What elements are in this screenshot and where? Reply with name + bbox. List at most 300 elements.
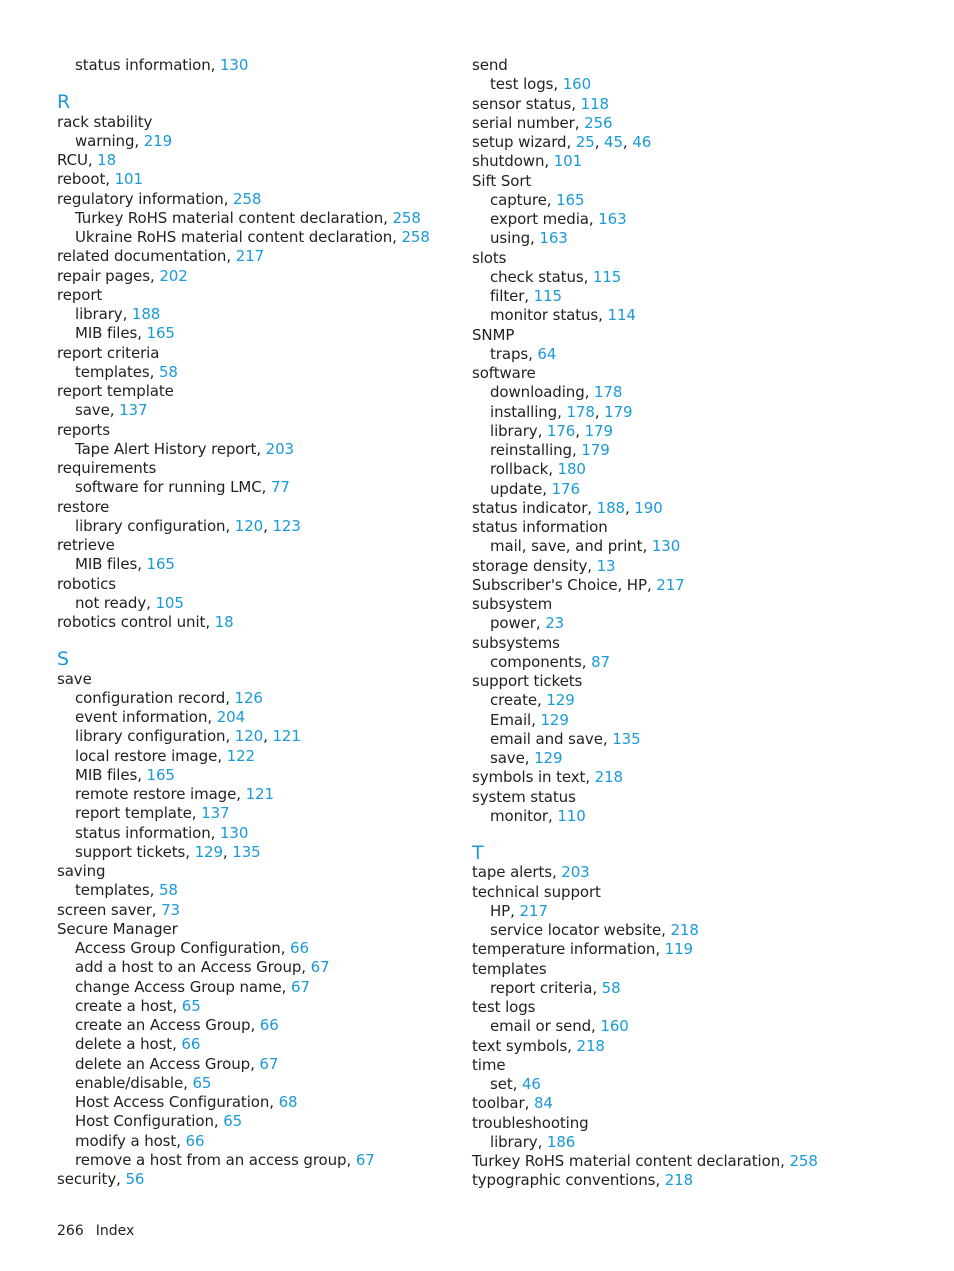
index-term: text symbols: [472, 1036, 568, 1055]
page-link[interactable]: 13: [596, 556, 616, 575]
page-link[interactable]: 121: [245, 785, 274, 803]
index-term: send: [472, 56, 508, 74]
index-term: Host Configuration: [75, 1112, 214, 1131]
index-term: enable/disable: [75, 1073, 184, 1092]
section-letter: S: [57, 648, 70, 671]
index-term: support tickets: [75, 842, 186, 861]
index-entry: [57, 862, 437, 881]
index-subentry: MIB files, 165: [75, 555, 175, 574]
page-link[interactable]: 258: [233, 189, 262, 208]
page-link[interactable]: 66: [290, 939, 309, 957]
index-entry: [472, 595, 912, 614]
index-subentry: delete a host, 66: [75, 1035, 201, 1054]
index-term: mail, save, and print: [490, 537, 643, 556]
page-link[interactable]: 176: [551, 479, 580, 498]
index-term: save: [57, 669, 92, 688]
page-link[interactable]: 202: [159, 266, 188, 285]
page-link[interactable]: 65: [181, 996, 201, 1015]
index-term: report: [57, 285, 103, 304]
page-link[interactable]: 73: [161, 900, 180, 919]
index-entry: Subscriber's Choice, HP, 217: [472, 575, 685, 594]
index-entry: storage density, 13: [472, 556, 616, 575]
index-subentry: enable/disable, 65: [75, 1073, 212, 1092]
index-term: requirements: [57, 459, 157, 477]
page-link[interactable]: 179: [584, 421, 613, 440]
page-link[interactable]: 68: [278, 1093, 298, 1111]
index-term: MIB files: [75, 765, 138, 784]
page-link[interactable]: 135: [612, 729, 641, 748]
page-link[interactable]: 130: [219, 56, 249, 74]
index-term: using: [490, 229, 531, 248]
index-term: MIB files: [75, 324, 138, 343]
index-entry: screen saver, 73: [57, 900, 180, 919]
index-entry: toolbar, 84: [472, 1094, 553, 1113]
page-link[interactable]: 203: [561, 863, 590, 882]
page-link[interactable]: 123: [272, 516, 301, 535]
page-link[interactable]: 118: [580, 94, 609, 113]
index-term: email and save: [490, 729, 603, 748]
index-term: check status: [490, 267, 584, 286]
index-term: report template: [57, 382, 174, 400]
index-term: reinstalling: [490, 441, 572, 459]
index-term: sensor status: [472, 94, 572, 113]
page-link[interactable]: 67: [355, 1150, 375, 1169]
page-link[interactable]: 137: [201, 804, 230, 823]
page-link[interactable]: 129: [534, 749, 563, 767]
index-term: Tape Alert History report: [75, 439, 257, 458]
index-entry: [57, 113, 437, 132]
page-link[interactable]: 217: [519, 901, 548, 920]
index-subentry: export media, 163: [490, 210, 627, 228]
page-link[interactable]: 120: [234, 727, 264, 746]
index-term: slots: [472, 248, 507, 267]
index-term: create a host: [75, 996, 173, 1015]
index-term: remove a host from an access group: [75, 1150, 347, 1169]
page-link[interactable]: 219: [143, 131, 173, 150]
index-subentry: installing, 178, 179: [490, 402, 633, 421]
index-term: test logs: [490, 75, 554, 94]
index-term: robotics control unit: [57, 613, 206, 631]
index-subentry: save, 129: [490, 749, 563, 767]
index-term: shutdown: [472, 152, 545, 171]
index-subentry: templates, 58: [75, 881, 178, 900]
index-term: configuration record: [75, 688, 226, 707]
index-subentry: Access Group Configuration, 66: [75, 939, 309, 957]
index-subentry: Turkey RoHS material content declaration, 258: [75, 208, 421, 227]
index-term: rollback: [490, 460, 549, 479]
page-link[interactable]: 130: [219, 823, 249, 842]
index-entry: [57, 575, 437, 594]
page-link[interactable]: 115: [592, 267, 622, 286]
index-term: Ukraine RoHS material content declaration: [75, 228, 393, 246]
index-term: reports: [57, 420, 110, 439]
page-link[interactable]: 165: [146, 765, 175, 784]
index-term: save: [490, 749, 525, 767]
index-subentry: update, 176: [490, 479, 580, 498]
index-subentry: service locator website, 218: [490, 921, 699, 939]
index-subentry: rollback, 180: [490, 460, 586, 479]
index-entry: [57, 286, 437, 305]
index-term: warning: [75, 131, 135, 150]
index-subentry: MIB files, 165: [75, 765, 175, 784]
index-entry: [472, 364, 912, 383]
page-link[interactable]: 58: [158, 362, 178, 381]
page-link[interactable]: 23: [545, 614, 565, 633]
index-subentry: modify a host, 66: [75, 1131, 205, 1150]
index-term: power: [490, 614, 536, 633]
page-link[interactable]: 179: [604, 402, 633, 421]
index-term: subsystem: [472, 595, 553, 613]
index-entry: [472, 1114, 912, 1133]
page-link[interactable]: 66: [181, 1035, 201, 1054]
index-subentry: mail, save, and print, 130: [490, 537, 681, 556]
page-link[interactable]: 18: [214, 613, 234, 631]
index-term: create an Access Group: [75, 1016, 251, 1034]
page-link[interactable]: 176: [546, 421, 576, 440]
index-term: system status: [472, 787, 576, 806]
index-column-right: [472, 56, 912, 1191]
page-link[interactable]: 122: [226, 746, 256, 765]
index-term: Turkey RoHS material content declaration: [75, 208, 384, 227]
index-term: technical support: [472, 882, 601, 901]
index-term: status information: [472, 518, 608, 536]
index-term: status indicator: [472, 498, 588, 517]
page-link[interactable]: 218: [670, 921, 699, 939]
index-column-left: [57, 56, 437, 1189]
index-subentry: monitor status, 114: [490, 306, 636, 325]
index-subentry: using, 163: [490, 229, 568, 248]
page-link[interactable]: 130: [651, 537, 681, 556]
index-term: event information: [75, 708, 208, 726]
index-subentry: email and save, 135: [490, 729, 641, 748]
index-term: screen saver: [57, 900, 152, 919]
index-term: templates: [75, 362, 150, 381]
index-subentry: set, 46: [490, 1075, 541, 1093]
index-term: report criteria: [490, 978, 593, 997]
index-entry: Turkey RoHS material content declaration, 258: [472, 1152, 818, 1170]
page-link[interactable]: 218: [576, 1036, 605, 1055]
index-term: RCU: [57, 151, 88, 169]
index-subentry: downloading, 178: [490, 383, 623, 402]
index-term: MIB files: [75, 555, 138, 574]
page-link[interactable]: 65: [223, 1112, 243, 1131]
index-entry: repair pages, 202: [57, 266, 188, 285]
index-term: tape alerts: [472, 863, 552, 882]
index-subentry: configuration record, 126: [75, 688, 263, 707]
index-term: robotics: [57, 574, 117, 593]
index-entry: [472, 326, 912, 345]
page-link[interactable]: 105: [155, 593, 184, 612]
index-entry: RCU, 18: [57, 151, 117, 169]
index-subentry: Tape Alert History report, 203: [75, 439, 294, 458]
index-entry: regulatory information, 258: [57, 189, 262, 208]
index-term: library: [75, 305, 123, 323]
index-term: subsystems: [472, 633, 560, 652]
index-term: set: [490, 1075, 513, 1093]
index-term: downloading: [490, 383, 585, 402]
page-link[interactable]: 165: [146, 324, 175, 343]
index-term: Secure Manager: [57, 919, 178, 938]
index-subentry: Ukraine RoHS material content declaration, 258: [75, 228, 430, 246]
page-link[interactable]: 160: [562, 75, 592, 94]
index-term: SNMP: [472, 325, 515, 344]
index-term: Sift Sort: [472, 171, 532, 190]
index-entry: [472, 518, 912, 537]
index-entry: [57, 498, 437, 517]
page-link[interactable]: 178: [566, 402, 595, 421]
index-entry: [57, 670, 437, 689]
page-link[interactable]: 114: [607, 306, 636, 325]
index-term: test logs: [472, 998, 536, 1016]
index-entry: status indicator, 188, 190: [472, 498, 663, 517]
page-link[interactable]: 115: [533, 287, 562, 305]
index-term: report template: [75, 804, 192, 823]
index-term: status information: [75, 823, 211, 842]
index-term: traps: [490, 344, 529, 363]
index-subentry: event information, 204: [75, 708, 246, 726]
index-term: library configuration: [75, 727, 226, 746]
page-link[interactable]: 217: [656, 575, 685, 594]
page-link[interactable]: 18: [97, 151, 117, 169]
index-term: change Access Group name: [75, 977, 282, 996]
index-term: setup wizard: [472, 133, 567, 151]
index-entry: [472, 998, 912, 1017]
page-link[interactable]: 101: [114, 170, 143, 189]
index-subentry: status information, 130: [75, 823, 249, 842]
page-link[interactable]: 190: [634, 498, 663, 517]
index-term: remote restore image: [75, 785, 237, 803]
page-number: 266: [57, 1223, 84, 1239]
index-term: components: [490, 652, 582, 671]
page-link[interactable]: 218: [664, 1171, 694, 1190]
index-entry: related documentation, 217: [57, 247, 265, 266]
page-link[interactable]: 256: [584, 113, 613, 132]
index-entry: temperature information, 119: [472, 940, 694, 959]
index-term: templates: [75, 881, 150, 900]
index-term: related documentation: [57, 247, 227, 266]
index-subentry: create a host, 65: [75, 996, 201, 1015]
index-entry: [472, 634, 912, 653]
index-entry: reboot, 101: [57, 170, 143, 189]
index-term: local restore image: [75, 746, 218, 765]
index-term: filter: [490, 287, 525, 305]
page-link[interactable]: 58: [158, 881, 178, 900]
page-link[interactable]: 120: [234, 516, 264, 535]
page-link[interactable]: 110: [557, 806, 586, 825]
page-link[interactable]: 163: [539, 229, 568, 248]
index-term: save: [75, 401, 110, 420]
index-term: Access Group Configuration: [75, 939, 281, 957]
index-entry: text symbols, 218: [472, 1036, 605, 1055]
index-subentry: library, 186: [490, 1132, 576, 1151]
page-link[interactable]: 218: [594, 768, 623, 787]
index-entry: [472, 883, 912, 902]
page-link[interactable]: 87: [591, 652, 610, 671]
index-subentry: MIB files, 165: [75, 324, 175, 343]
index-entry: serial number, 256: [472, 113, 613, 132]
page-link[interactable]: 119: [664, 940, 694, 959]
index-subentry: save, 137: [75, 401, 148, 420]
index-subentry: report criteria, 58: [490, 978, 621, 997]
index-term: not ready: [75, 593, 147, 612]
index-term: support tickets: [472, 672, 583, 690]
index-entry: [472, 172, 912, 191]
index-term: library: [490, 421, 538, 440]
index-subentry: report template, 137: [75, 804, 230, 823]
index-term: Subscriber's Choice, HP: [472, 575, 647, 594]
index-subentry: change Access Group name, 67: [75, 977, 310, 996]
index-term: update: [490, 479, 543, 498]
page-link[interactable]: 67: [291, 977, 310, 996]
index-term: regulatory information: [57, 189, 224, 208]
page-link[interactable]: 258: [401, 228, 430, 246]
page-link[interactable]: 58: [601, 978, 621, 997]
index-subentry: Host Access Configuration, 68: [75, 1093, 298, 1111]
page-link[interactable]: 56: [125, 1170, 145, 1188]
index-entry: [57, 421, 437, 440]
index-term: add a host to an Access Group: [75, 958, 302, 977]
page-link[interactable]: 180: [557, 460, 586, 479]
index-entry: [472, 960, 912, 979]
index-subentry: remote restore image, 121: [75, 785, 274, 803]
page-link[interactable]: 25: [575, 133, 595, 151]
index-entry: security, 56: [57, 1170, 145, 1188]
page-link[interactable]: 165: [556, 190, 585, 209]
section-letter: R: [57, 91, 71, 114]
page-footer: [57, 1222, 134, 1241]
index-subentry: templates, 58: [75, 362, 178, 381]
index-subentry: create an Access Group, 66: [75, 1016, 279, 1034]
index-term: delete an Access Group: [75, 1054, 251, 1073]
index-entry: [472, 56, 912, 75]
page-link[interactable]: 77: [270, 478, 290, 497]
index-entry: robotics control unit, 18: [57, 613, 234, 631]
page-link[interactable]: 121: [272, 727, 301, 746]
index-term: monitor status: [490, 306, 599, 325]
page-link[interactable]: 129: [194, 842, 223, 861]
index-term: retrieve: [57, 536, 115, 554]
index-subentry: monitor, 110: [490, 806, 586, 825]
index-subentry: components, 87: [490, 652, 610, 671]
index-term: capture: [490, 190, 547, 209]
index-entry: [472, 672, 912, 691]
page-link[interactable]: 258: [789, 1152, 818, 1170]
index-term: Email: [490, 710, 532, 729]
index-subentry: delete an Access Group, 67: [75, 1054, 279, 1073]
index-term: installing: [490, 402, 558, 421]
index-entry: [57, 920, 437, 939]
page-link[interactable]: 258: [392, 208, 421, 227]
page-link[interactable]: 46: [632, 133, 652, 151]
page-link[interactable]: 45: [604, 133, 623, 151]
index-entry: sensor status, 118: [472, 94, 609, 113]
page-link[interactable]: 101: [553, 152, 583, 171]
index-term: export media: [490, 210, 589, 228]
index-entry: [472, 788, 912, 807]
page-link[interactable]: 178: [593, 383, 623, 402]
index-entry: [57, 344, 437, 363]
page-link[interactable]: 126: [234, 688, 263, 707]
index-subentry: email or send, 160: [490, 1017, 629, 1036]
index-term: time: [472, 1055, 506, 1074]
index-entry: symbols in text, 218: [472, 768, 623, 787]
page-link[interactable]: 179: [581, 441, 610, 459]
page-link[interactable]: 163: [598, 210, 627, 228]
section-name: Index: [95, 1223, 135, 1239]
page-link[interactable]: 66: [185, 1131, 205, 1150]
index-subentry: status information, 130: [75, 56, 249, 74]
index-subentry: library configuration, 120, 121: [75, 727, 301, 746]
page-link[interactable]: 84: [533, 1094, 553, 1113]
index-term: HP: [490, 901, 511, 920]
index-entry: [472, 1056, 912, 1075]
page-link[interactable]: 137: [119, 401, 148, 420]
page-link[interactable]: 129: [540, 710, 569, 729]
index-entry: shutdown, 101: [472, 152, 583, 171]
index-subentry: reinstalling, 179: [490, 441, 610, 459]
page-link[interactable]: 64: [537, 344, 557, 363]
index-subentry: filter, 115: [490, 287, 562, 305]
page-link[interactable]: 135: [232, 842, 261, 861]
index-subentry: Host Configuration, 65: [75, 1112, 243, 1131]
index-term: repair pages: [57, 266, 150, 285]
page-link[interactable]: 186: [546, 1132, 576, 1151]
page-link[interactable]: 204: [216, 708, 246, 726]
index-term: service locator website: [490, 921, 662, 939]
index-entry: [472, 249, 912, 268]
index-term: saving: [57, 862, 106, 880]
page-link[interactable]: 165: [146, 555, 175, 574]
page-link[interactable]: 203: [265, 439, 294, 458]
page-link[interactable]: 188: [131, 305, 161, 323]
index-term: Host Access Configuration: [75, 1093, 270, 1111]
index-term: report criteria: [57, 343, 160, 362]
index-term: library configuration: [75, 516, 226, 535]
index-entry: tape alerts, 203: [472, 863, 590, 882]
index-term: status information: [75, 56, 211, 74]
index-term: restore: [57, 497, 110, 516]
index-term: reboot: [57, 170, 106, 189]
page-link[interactable]: 160: [600, 1017, 629, 1036]
page-link[interactable]: 65: [192, 1073, 212, 1092]
page-link[interactable]: 67: [259, 1054, 279, 1073]
page-link[interactable]: 46: [521, 1075, 541, 1093]
page-link[interactable]: 188: [596, 498, 625, 517]
page-link[interactable]: 66: [259, 1016, 279, 1034]
index-subentry: power, 23: [490, 614, 565, 633]
index-term: Turkey RoHS material content declaration: [472, 1152, 781, 1170]
index-term: temperature information: [472, 940, 656, 959]
index-entry: [57, 459, 437, 478]
index-term: modify a host: [75, 1131, 177, 1150]
index-subentry: check status, 115: [490, 267, 622, 286]
index-subentry: HP, 217: [490, 901, 548, 920]
index-term: library: [490, 1132, 538, 1151]
page-link[interactable]: 217: [235, 247, 265, 266]
index-subentry: support tickets, 129, 135: [75, 842, 261, 861]
index-entry: setup wizard, 25, 45, 46: [472, 133, 652, 151]
index-subentry: library configuration, 120, 123: [75, 516, 301, 535]
page-link[interactable]: 129: [546, 691, 575, 710]
index-subentry: capture, 165: [490, 190, 585, 209]
page-link[interactable]: 67: [310, 958, 330, 977]
index-term: troubleshooting: [472, 1113, 589, 1132]
index-term: storage density: [472, 556, 588, 575]
index-subentry: not ready, 105: [75, 593, 184, 612]
index-term: monitor: [490, 806, 548, 825]
index-term: symbols in text: [472, 768, 586, 787]
index-term: toolbar: [472, 1094, 525, 1113]
